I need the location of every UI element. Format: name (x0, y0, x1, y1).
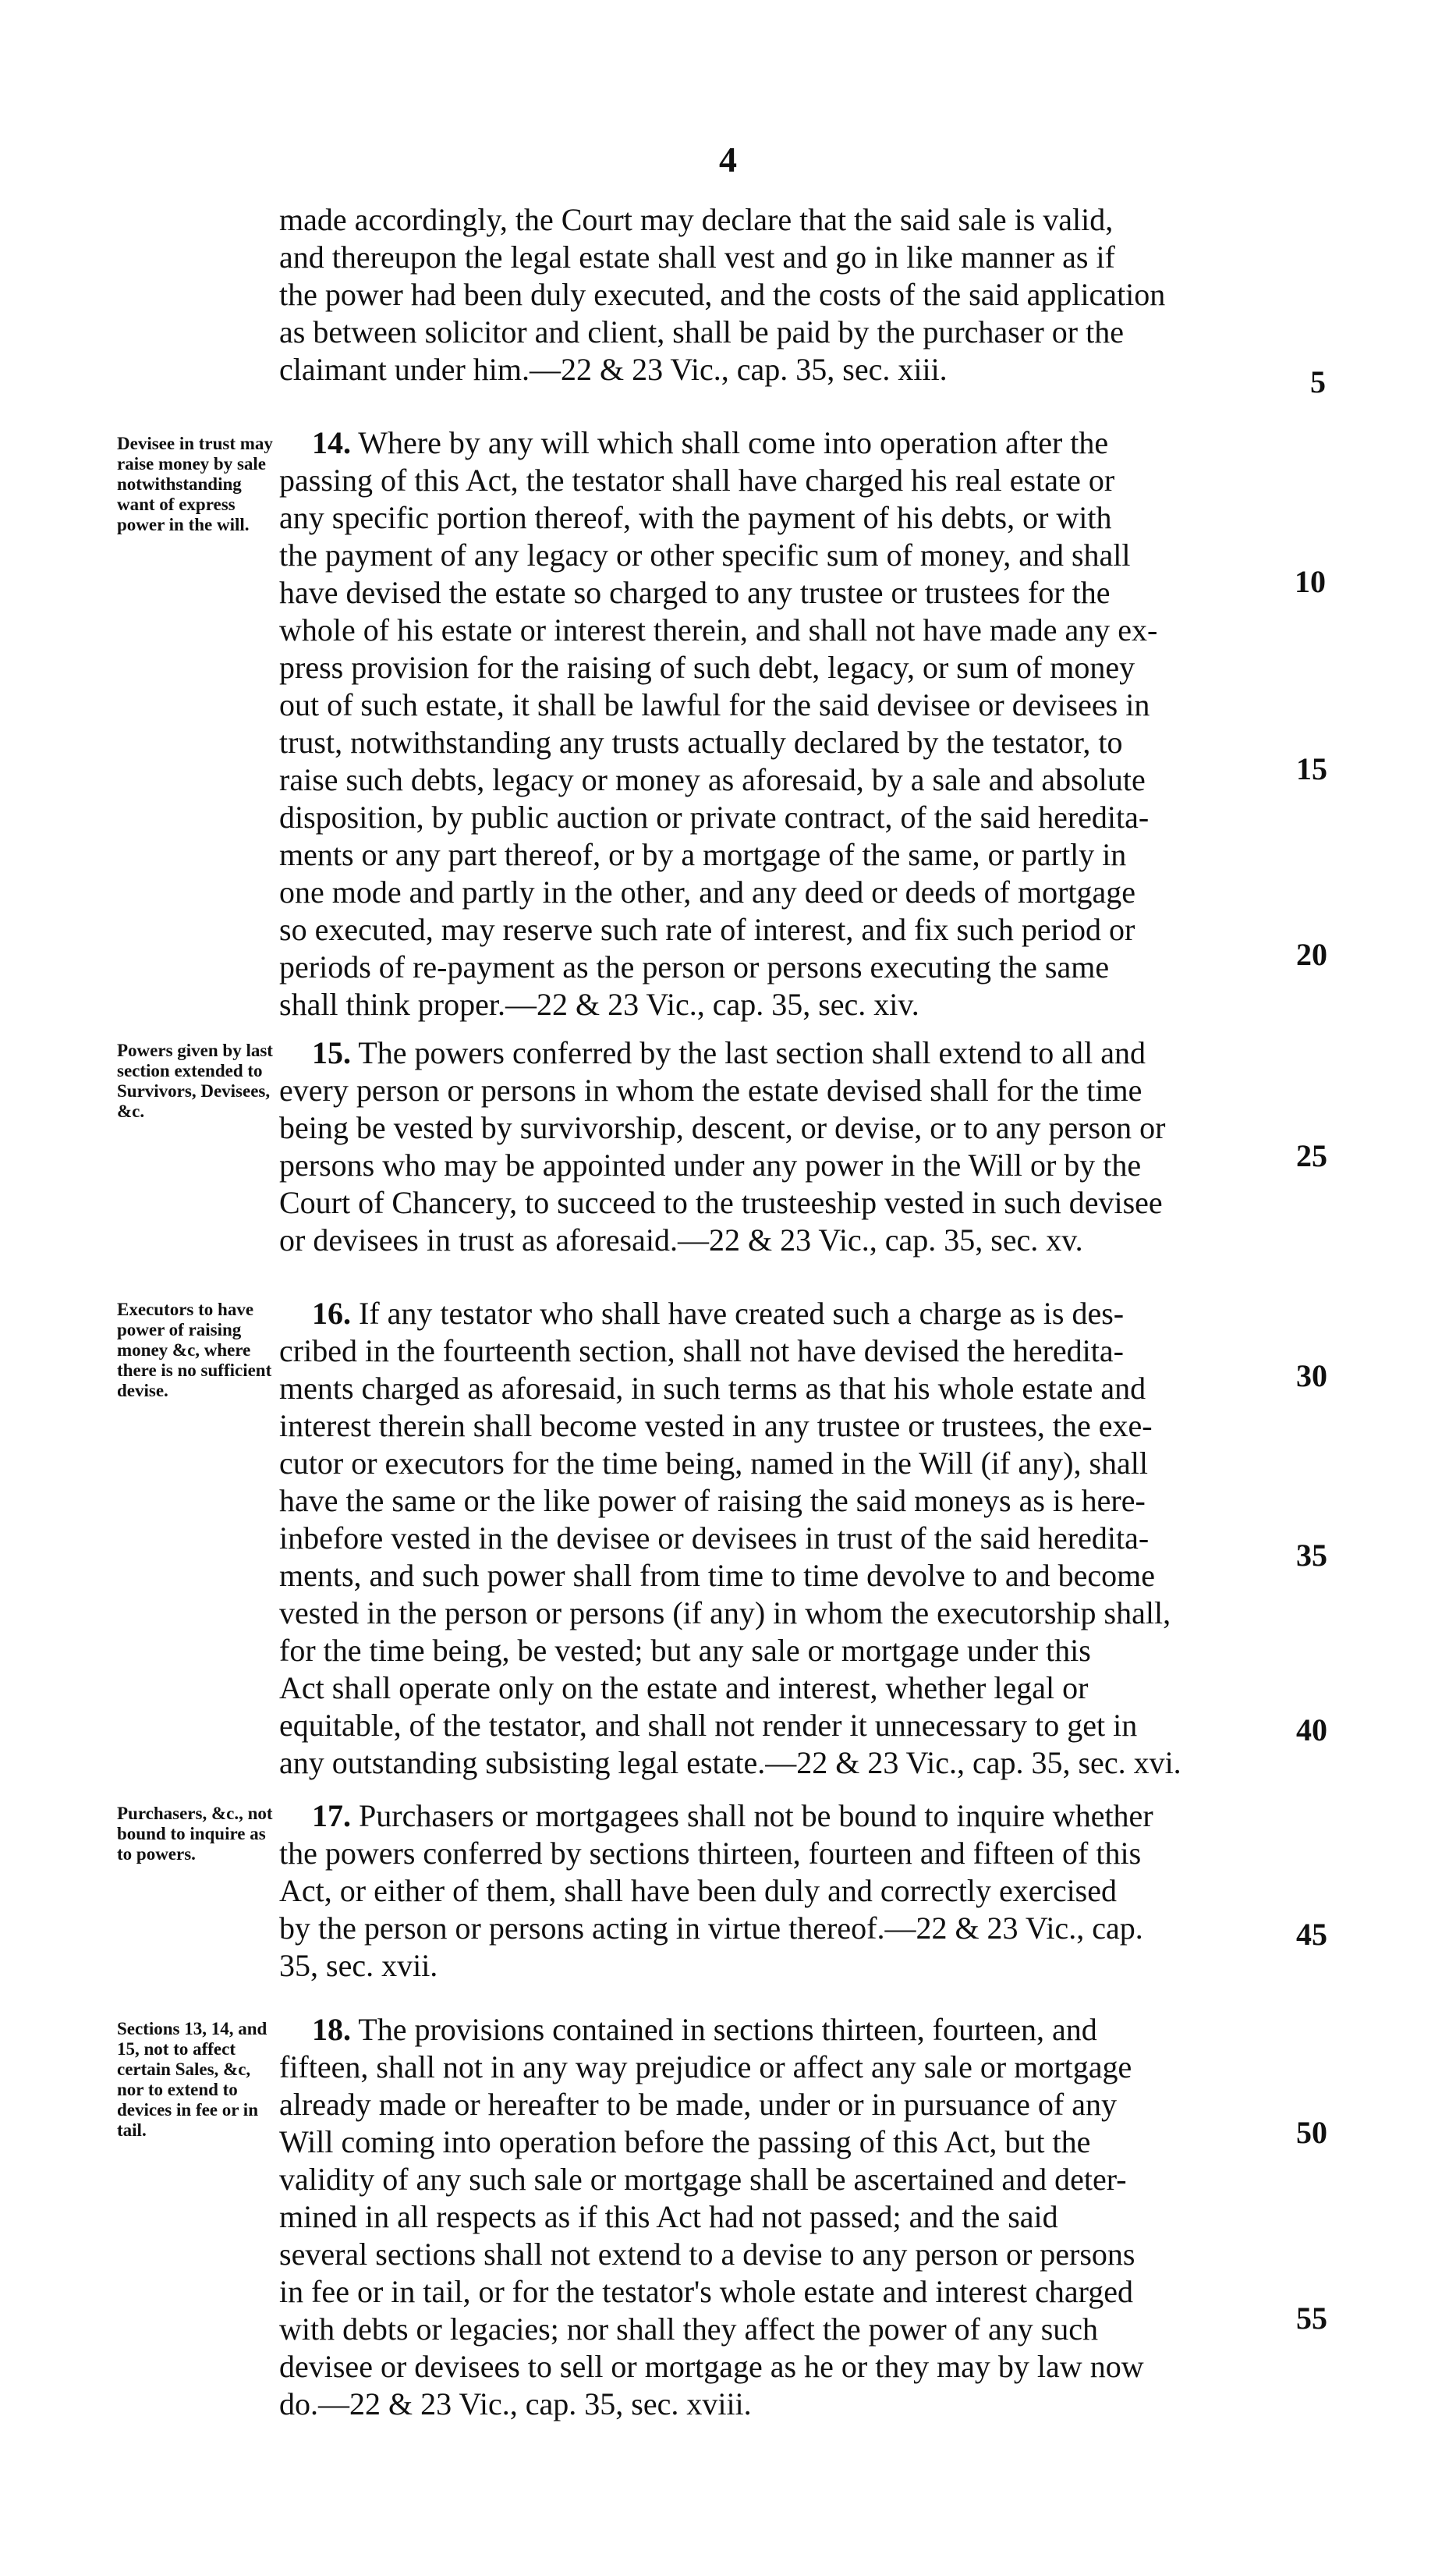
body-line: any specific portion thereof, with the payment of his debts, or with (279, 500, 1112, 535)
body-line: in fee or in tail, or for the testator's whole estate and interest charged (279, 2274, 1133, 2309)
line-number: 25 (1296, 1138, 1327, 1173)
body-line: for the time being, be vested; but any sale or mortgage under this (279, 1633, 1091, 1668)
body-line: claimant under him.—22 & 23 Vic., cap. 35, sec. xiii. (279, 352, 948, 387)
body-line: interest therein shall become vested in any trustee or trustees, the exe- (279, 1408, 1153, 1443)
body-line (312, 2011, 1326, 2049)
line-text: The powers conferred by the last section shall extend to all and (358, 1035, 1146, 1070)
section-number: 15. (312, 1035, 351, 1070)
body-line: one mode and partly in the other, and any deed or deeds of mortgage (279, 875, 1136, 910)
body-line: periods of re-payment as the person or persons executing the same (279, 949, 1110, 984)
section-number: 17. (312, 1798, 351, 1833)
body-line (312, 1295, 1326, 1332)
body-line: equitable, of the testator, and shall not render it unnecessary to get in (279, 1708, 1138, 1743)
margin-note: Devisee in trust may raise money by sale notwithstanding want of express power in the will. (117, 434, 273, 534)
body-line: and thereupon the legal estate shall vest and go in like manner as if (279, 239, 1115, 275)
body-line: ments or any part thereof, or by a mortgage of the same, or partly in (279, 837, 1127, 872)
body-line: trust, notwithstanding any trusts actually declared by the testator, to (279, 725, 1123, 760)
body-line: vested in the person or persons (if any) in whom the executorship shall, (279, 1595, 1171, 1630)
body-line: cribed in the fourteenth section, shall not have devised the heredita- (279, 1333, 1124, 1368)
line-number: 40 (1296, 1712, 1327, 1747)
margin-note: Purchasers, &c., not bound to inquire as to powers. (117, 1804, 273, 1864)
body-line: have devised the estate so charged to any trustee or trustees for the (279, 575, 1111, 610)
body-line: shall think proper.—22 & 23 Vic., cap. 35, sec. xiv. (279, 987, 919, 1022)
line-number: 45 (1296, 1917, 1327, 1952)
body-line: whole of his estate or interest therein, and shall not have made any ex- (279, 612, 1158, 647)
body-line: Will coming into operation before the passing of this Act, but the (279, 2124, 1091, 2159)
body-line: fifteen, shall not in any way prejudice or affect any sale or mortgage (279, 2049, 1132, 2084)
body-line: ments charged as aforesaid, in such terms as that his whole estate and (279, 1371, 1146, 1406)
line-text: If any testator who shall have created such a charge as is des- (359, 1296, 1125, 1331)
body-line: the power had been duly executed, and the costs of the said application (279, 277, 1166, 312)
body-line: cutor or executors for the time being, named in the Will (if any), shall (279, 1446, 1148, 1481)
body-line (312, 1034, 1326, 1072)
body-line: Court of Chancery, to succeed to the trusteeship vested in such devisee (279, 1185, 1163, 1220)
page-number: 4 (719, 140, 737, 179)
body-line: already made or hereafter to be made, under or in pursuance of any (279, 2087, 1117, 2122)
body-line: disposition, by public auction or private contract, of the said heredita- (279, 800, 1150, 835)
body-line: any outstanding subsisting legal estate.—22 & 23 Vic., cap. 35, sec. xvi. (279, 1745, 1181, 1780)
body-line: press provision for the raising of such debt, legacy, or sum of money (279, 650, 1135, 685)
body-line: the powers conferred by sections thirteen, fourteen and fifteen of this (279, 1836, 1142, 1871)
body-line: out of such estate, it shall be lawful for the said devisee or devisees in (279, 687, 1150, 722)
body-line: raise such debts, legacy or money as aforesaid, by a sale and absolute (279, 762, 1146, 797)
body-line: with debts or legacies; nor shall they affect the power of any such (279, 2311, 1099, 2347)
line-number: 30 (1296, 1358, 1327, 1393)
line-number: 15 (1296, 751, 1327, 786)
body-line (312, 1797, 1326, 1835)
body-line: several sections shall not extend to a devise to any person or persons (279, 2237, 1135, 2272)
body-line: so executed, may reserve such rate of interest, and fix such period or (279, 912, 1135, 947)
body-line: persons who may be appointed under any power in the Will or by the (279, 1148, 1142, 1183)
line-text: Where by any will which shall come into operation after the (358, 425, 1109, 460)
line-text: The provisions contained in sections thirteen, fourteen, and (358, 2012, 1097, 2047)
body-line: passing of this Act, the testator shall have charged his real estate or (279, 463, 1115, 498)
margin-note: Sections 13, 14, and 15, not to affect certain Sales, &c, nor to extend to devices in fee or in tail. (117, 2019, 267, 2140)
margin-note: Executors to have power of raising money &c, where there is no sufficient devise. (117, 1300, 272, 1400)
line-number: 20 (1296, 937, 1327, 972)
body-line: inbefore vested in the devisee or devisees in trust of the said heredita- (279, 1520, 1150, 1556)
body-line: as between solicitor and client, shall be paid by the purchaser or the (279, 314, 1124, 349)
body-line (312, 424, 1326, 462)
line-number: 35 (1296, 1538, 1327, 1573)
line-number: 50 (1296, 2115, 1327, 2150)
body-line: or devisees in trust as aforesaid.—22 & 23 Vic., cap. 35, sec. xv. (279, 1222, 1083, 1258)
body-line: mined in all respects as if this Act had not passed; and the said (279, 2199, 1058, 2234)
body-line: being be vested by survivorship, descent, or devise, or to any person or (279, 1110, 1166, 1145)
body-line: made accordingly, the Court may declare that the said sale is valid, (279, 202, 1114, 237)
body-line: Act shall operate only on the estate and interest, whether legal or (279, 1670, 1089, 1705)
line-number: 10 (1295, 564, 1326, 599)
body-line: validity of any such sale or mortgage shall be ascertained and deter- (279, 2162, 1127, 2197)
line-number: 5 (1310, 364, 1326, 399)
body-line: Act, or either of them, shall have been duly and correctly exercised (279, 1873, 1118, 1908)
section-number: 16. (312, 1296, 351, 1331)
body-line: ments, and such power shall from time to time devolve to and become (279, 1558, 1156, 1593)
body-line: do.—22 & 23 Vic., cap. 35, sec. xviii. (279, 2386, 752, 2421)
section-number: 18. (312, 2012, 351, 2047)
body-line: by the person or persons acting in virtue thereof.—22 & 23 Vic., cap. (279, 1910, 1143, 1946)
body-line: the payment of any legacy or other specific sum of money, and shall (279, 537, 1131, 573)
body-line: have the same or the like power of raising the said moneys as is here- (279, 1483, 1146, 1518)
line-number: 55 (1296, 2301, 1327, 2336)
body-line: every person or persons in whom the estate devised shall for the time (279, 1073, 1142, 1108)
line-text: Purchasers or mortgagees shall not be bound to inquire whether (359, 1798, 1153, 1833)
body-line: devisee or devisees to sell or mortgage as he or they may by law now (279, 2349, 1144, 2384)
margin-note: Powers given by last section extended to Survivors, Devisees, &c. (117, 1041, 273, 1121)
section-number: 14. (312, 425, 351, 460)
body-line: 35, sec. xvii. (279, 1948, 438, 1983)
